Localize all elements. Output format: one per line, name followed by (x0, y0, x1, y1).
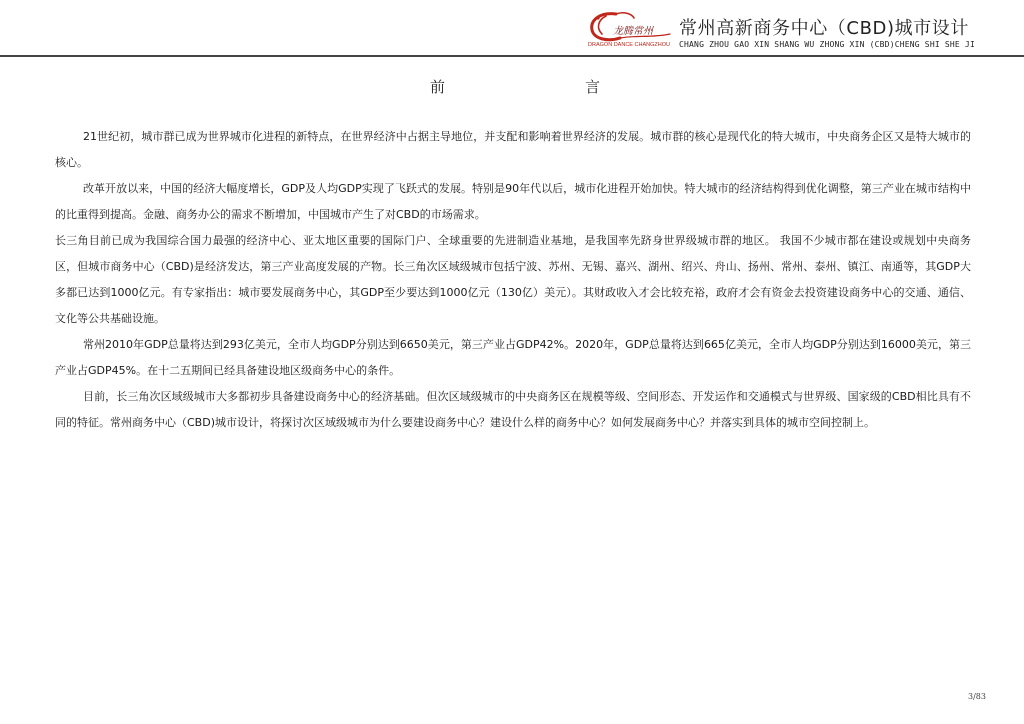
page-number: 3/83 (968, 692, 986, 701)
paragraph-4: 常州2010年GDP总量将达到293亿美元，全市人均GDP分别达到6650美元，第三产业占GDP42%。2020年，GDP总量将达到665亿美元，全市人均GDP分别达到16000美元，第三产业占GDP45%。在十二五期间已经具备建设地区级商务中心的条件。 (55, 338, 971, 377)
paragraph-2: 改革开放以来，中国的经济大幅度增长，GDP及人均GDP实现了飞跃式的发展。特别是90年代以后，城市化进程开始加快。特大城市的经济结构得到优化调整，第三产业在城市结构中的比重得到提高。金融、商务办公的需求不断增加，中国城市产生了对CBD的市场需求。 (55, 182, 971, 221)
page-title (430, 76, 600, 97)
paragraph-1: 21世纪初，城市群已成为世界城市化进程的新特点，在世界经济中占据主导地位，并支配和影响着世界经济的发展。城市群的核心是现代化的特大城市，中央商务企区又是特大城市的核心。 (55, 130, 971, 169)
logo-english-text: DRAGON DANCE CHANGZHOU (588, 42, 670, 48)
logo-chinese-text: 龙腾常州 (613, 26, 653, 37)
page-title-second-char: 言 (584, 78, 600, 96)
preface-body (55, 124, 971, 436)
paragraph-5: 目前，长三角次区域级城市大多都初步具备建设商务中心的经济基础。但次区域级城市的中央商务区在规模等级、空间形态、开发运作和交通模式与世界级、国家级的CBD相比具有不同的特征。常州商务中心（CBD)城市设计，将探讨次区域级城市为什么要建设商务中心？建设什么样的商务中心？如何发展商务中心？并落实到具体的城市空间控制上。 (55, 390, 971, 429)
page-title-first-char: 前 (430, 78, 446, 96)
paragraph-3: 长三角目前已成为我国综合国力最强的经济中心、亚太地区重要的国际门户、全球重要的先进制造业基地，是我国率先跻身世界级城市群的地区。 我国不少城市都在建设或规划中央商务区，但城市商务中心（CBD)是经济发达，第三产业高度发展的产物。长三角次区域级城市包括宁波、苏州、无锡、嘉兴、湖州、绍兴、舟山、扬州、常州、泰州、镇江、南通等，其GDP大多都已达到1000亿元。有专家指出：城市要发展商务中心，其GDP至少要达到1000亿元（130亿）美元）。其财政收入才会比较充裕，政府才会有资金去投资建设商务中心的交通、通信、文化等公共基础设施。 (55, 234, 971, 325)
document-title-pinyin: CHANG ZHOU GAO XIN SHANG WU ZHONG XIN (CBD)CHENG SHI SHE JI (679, 40, 975, 49)
document-title: 常州高新商务中心（CBD)城市设计 (679, 18, 969, 39)
header-divider (0, 55, 1024, 57)
dragon-logo (586, 8, 670, 50)
